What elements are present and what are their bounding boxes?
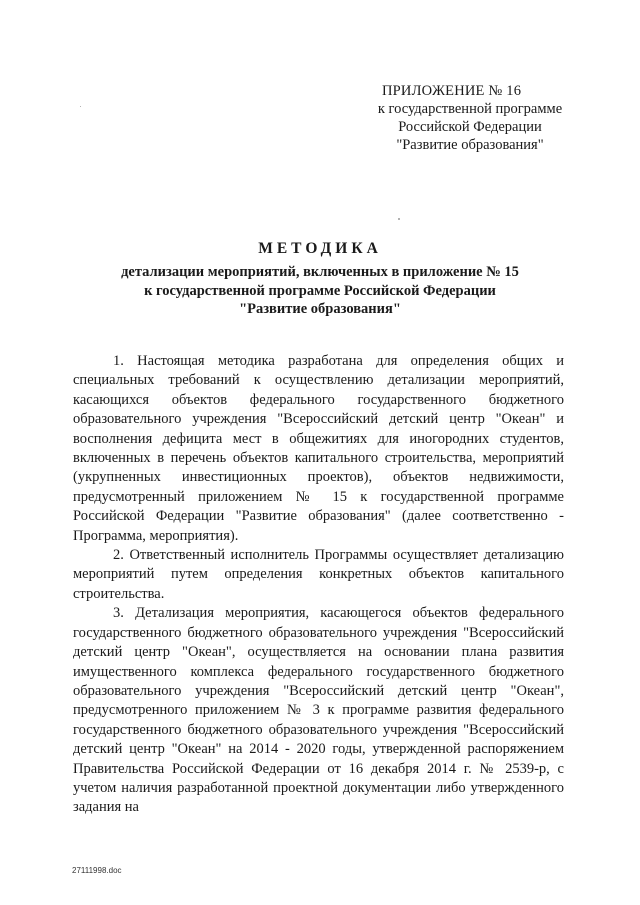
paragraph-1: 1. Настоящая методика разработана для определения общих и специальных требований к осуществлению детализации мероприятий, касающихся объектов федерального государственного бюджетного образовательного учреждения "Всероссийский детский центр "Океан" и восполнения дефицита мест в общежитиях для иногородних студентов, включенных в перечень объектов капитального строительства, мероприятий (укрупненных инвестиционных проектов), объектов недвижимости, предусмотренный приложением № 15 к государственной программе Российской Федерации "Развитие образования" (далее соответственно - Программа, мероприятия). bbox=[73, 353, 564, 544]
appendix-title: ПРИЛОЖЕНИЕ № 16 bbox=[382, 83, 522, 99]
document-subtitle-line: к государственной программе Российской Федерации bbox=[144, 282, 496, 299]
appendix-line: "Развитие образования" bbox=[396, 137, 544, 153]
scan-speck bbox=[80, 106, 81, 107]
appendix-block bbox=[340, 82, 600, 154]
scan-speck bbox=[398, 218, 400, 220]
appendix-line: к государственной программе bbox=[377, 101, 563, 117]
paragraph-3: 3. Детализация мероприятия, касающегося объектов федерального государственного бюджетного образовательного учреждения "Всероссийский детский центр "Океан", осуществляется на основании плана развития имущественного комплекса федерального государственного бюджетного образовательного учреждения "Всероссийский детский центр "Океан", предусмотренного приложением № 3 к программе развития федерального государственного бюджетного образовательного учреждения "Всероссийский детский центр "Океан" на 2014 - 2020 годы, утвержденной распоряжением Правительства Российской Федерации от 16 декабря 2014 г. № 2539-р, с учетом наличия разработанной проектной документации либо утвержденного задания на bbox=[73, 605, 564, 816]
document-subtitle-line: детализации мероприятий, включенных в приложение № 15 bbox=[121, 264, 519, 280]
document-subtitle-line: "Развитие образования" bbox=[239, 301, 401, 317]
document-body bbox=[73, 352, 564, 818]
file-name-footer: 27111998.doc bbox=[72, 866, 122, 875]
document-heading bbox=[0, 238, 640, 319]
appendix-line: Российской Федерации bbox=[398, 119, 542, 135]
paragraph-2: 2. Ответственный исполнитель Программы осуществляет детализацию мероприятий путем определения конкретных объектов капитального строительства. bbox=[73, 547, 564, 602]
document-title: МЕТОДИКА bbox=[258, 240, 382, 257]
